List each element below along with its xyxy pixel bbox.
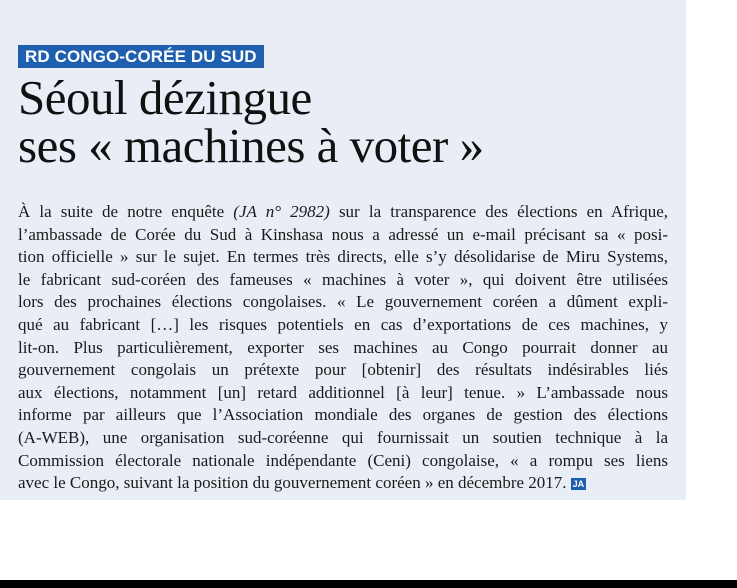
body-line: aux élections, notamment [un] retard additionnel [à leur] tenue. » L’ambassade nous bbox=[18, 382, 668, 402]
body-line: qué au fabricant […] les risques potentiels en cas d’exportations de ces machines, y bbox=[18, 314, 668, 334]
bottom-black-bar bbox=[0, 580, 737, 588]
headline-line-1: Séoul dézingue bbox=[18, 70, 312, 125]
article-body bbox=[18, 201, 668, 495]
clipped-previous-text bbox=[18, 0, 438, 4]
body-line: informe par ailleurs que l’Association mondiale des organes de gestion des élections bbox=[18, 405, 668, 425]
body-line: tion officielle » sur le sujet. En termes très directs, elle s’y désolidarise de Miru Systems, bbox=[18, 247, 668, 267]
section-kicker: RD CONGO-CORÉE DU SUD bbox=[18, 45, 264, 68]
body-text-segment: avec le Congo, suivant la position du gouvernement coréen » en décembre 2017. bbox=[18, 473, 567, 493]
body-line: lors des prochaines élections congolaises. « Le gouvernement coréen a dûment expli- bbox=[18, 292, 668, 312]
body-line: lit-on. Plus particulièrement, exporter ses machines au Congo pourrait donner au bbox=[18, 337, 668, 357]
article-headline bbox=[18, 70, 678, 173]
body-line: (A-WEB), une organisation sud-coréenne qui fournissait un soutien technique à la bbox=[18, 427, 668, 447]
journal-reference: (JA n° 2982) bbox=[233, 202, 330, 221]
body-text-segment: sur la transparence des élections en Afrique, bbox=[329, 202, 668, 221]
body-text-segment: À la suite de notre enquête bbox=[18, 202, 234, 221]
body-line: le fabricant sud-coréen des fameuses « machines à voter », qui doivent être utilisées bbox=[18, 269, 668, 289]
headline-line-2: ses « machines à voter » bbox=[18, 118, 484, 173]
ja-signature-logo: JA bbox=[572, 479, 585, 490]
body-line: gouvernement congolais un prétexte pour [obtenir] des résultats indésirables liés bbox=[18, 360, 668, 380]
body-line: l’ambassade de Corée du Sud à Kinshasa nous a adressé un e-mail précisant sa « posi- bbox=[18, 224, 668, 244]
body-line-last bbox=[18, 472, 668, 495]
body-line bbox=[18, 201, 668, 224]
body-line: Commission électorale nationale indépendante (Ceni) congolaise, « a rompu ses liens bbox=[18, 450, 668, 470]
